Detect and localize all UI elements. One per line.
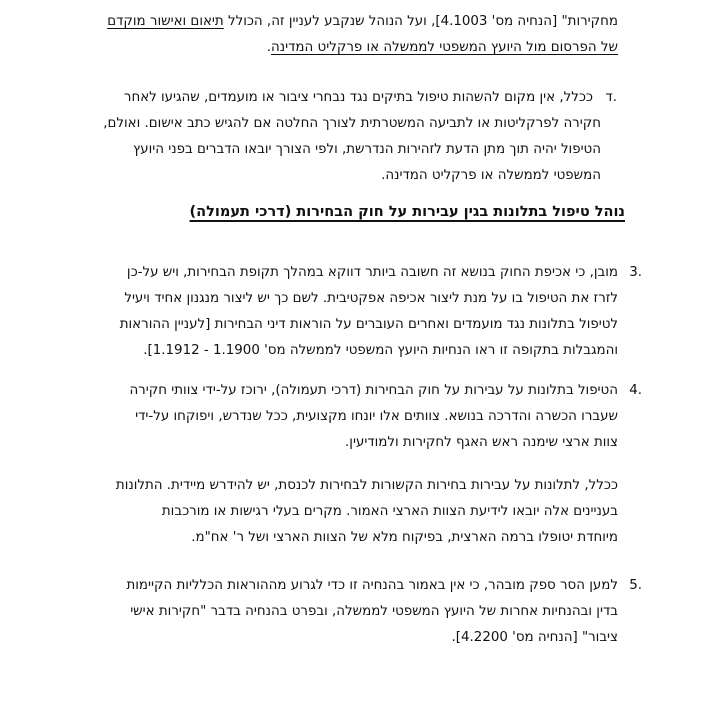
paragraph-line: למען הסר ספק מובהר, כי אין באמור בהנחיה זו כדי לגרוע מההוראות הכלליות הקיימות: [126, 578, 618, 593]
paragraph-line: המשפטי לממשלה או פרקליט המדינה.: [381, 168, 601, 183]
underlined-publication: של הפרסום מול היועץ המשפטי לממשלה או פרקליט המדינה: [271, 40, 618, 55]
item-5-marker: 5.: [629, 578, 642, 593]
underlined-coordination: תיאום ואישור מוקדם: [107, 14, 224, 29]
continuation-line-2: של הפרסום מול היועץ המשפטי לממשלה או פרקליט המדינה.: [266, 40, 618, 55]
item-4-marker: 4.: [629, 383, 642, 398]
paragraph-line: ככלל, לתלונות על עבירות בחירות הקשורות לבחירות לכנסת, יש להידרש מיידית. התלונות: [115, 478, 618, 493]
continuation-line-1: מחקירות" [הנחיה מס' 4.1003], ועל הנוהל שנקבע לעניין זה, הכולל תיאום ואישור מוקדם: [107, 14, 618, 29]
paragraph-line: ציבור" [הנחיה מס' 4.2200].: [451, 630, 618, 645]
paragraph-line: מיוחדת יטופלו ברמה הארצית, בפיקוח מלא של הצוות הארצי ושל ר' אח"מ.: [191, 530, 618, 545]
paragraph-line: בדין ובהנחיות אחרות של היועץ המשפטי לממשלה, ובפרט בהנחיה בדבר "חקירות אישי: [130, 604, 618, 619]
paragraph-line: מובן, כי אכיפת החוק בנושא זה חשובה ביותר דווקא במהלך תקופת הבחירות, ויש על-כן: [126, 265, 618, 280]
item-5-paragraph: [118, 573, 618, 651]
paragraph-line: ככלל, אין מקום להשהות טיפול בתיקים נגד נבחרי ציבור או מועמדים, שהגיעו לאחר: [123, 90, 593, 105]
paragraph-line: הטיפול בתלונות על עבירות על חוק הבחירות (דרכי תעמולה), ירוכז על-ידי צוותי חקירה: [129, 383, 618, 398]
item-d-paragraph: [103, 85, 601, 189]
paragraph-line: לטיפול בתלונות נגד מועמדים ואחרים העוברים על הוראות דיני הבחירות [לעניין ההוראות: [119, 317, 618, 332]
section-heading: נוהל טיפול בתלונות בגין עבירות על חוק הבחירות (דרכי תעמולה): [189, 204, 625, 220]
paragraph-line: הטיפול יהיה תוך מתן הדעת לזהירות הנדרשת, ולפי הצורך יובאו הדברים בפני היועץ: [133, 142, 601, 157]
paragraph-line: לזרז את הטיפול בו על מנת ליצור אכיפה אפקטיבית. לשם כך יש ליצור מנגנון אחיד ויעיל: [124, 291, 618, 306]
paragraph-line: בעניינים אלה יובאו לידיעת הצוות הארצי האמור. מקרים בעלי רגישות או מורכבות: [161, 504, 618, 519]
paragraph-line: חקירה לפרקליטות או לתביעה המשטרתית לצורך החלטה אם להגיש כתב אישום. ואולם,: [103, 116, 601, 131]
paragraph-line: צוות ארצי שימנה ראש האגף לחקירות ולמודיעין.: [345, 435, 618, 450]
continuation-paragraph: [107, 9, 618, 61]
paragraph-line: שעברו הכשרה והדרכה בנושא. צוותים אלו יונחו מקצועית, ככל שנדרש, ויפוקחו על-ידי: [135, 409, 618, 424]
item-3-paragraph: [118, 260, 618, 364]
item-4-paragraph: [118, 378, 618, 456]
paragraph-line: והמגבלות בתקופה זו ראו הנחיות היועץ המשפטי לממשלה מס' 1.1900 - 1.1912].: [143, 343, 618, 358]
item-d-marker: ד.: [605, 90, 617, 105]
item-3-marker: 3.: [629, 265, 642, 280]
item-4-continuation-paragraph: [115, 473, 618, 551]
